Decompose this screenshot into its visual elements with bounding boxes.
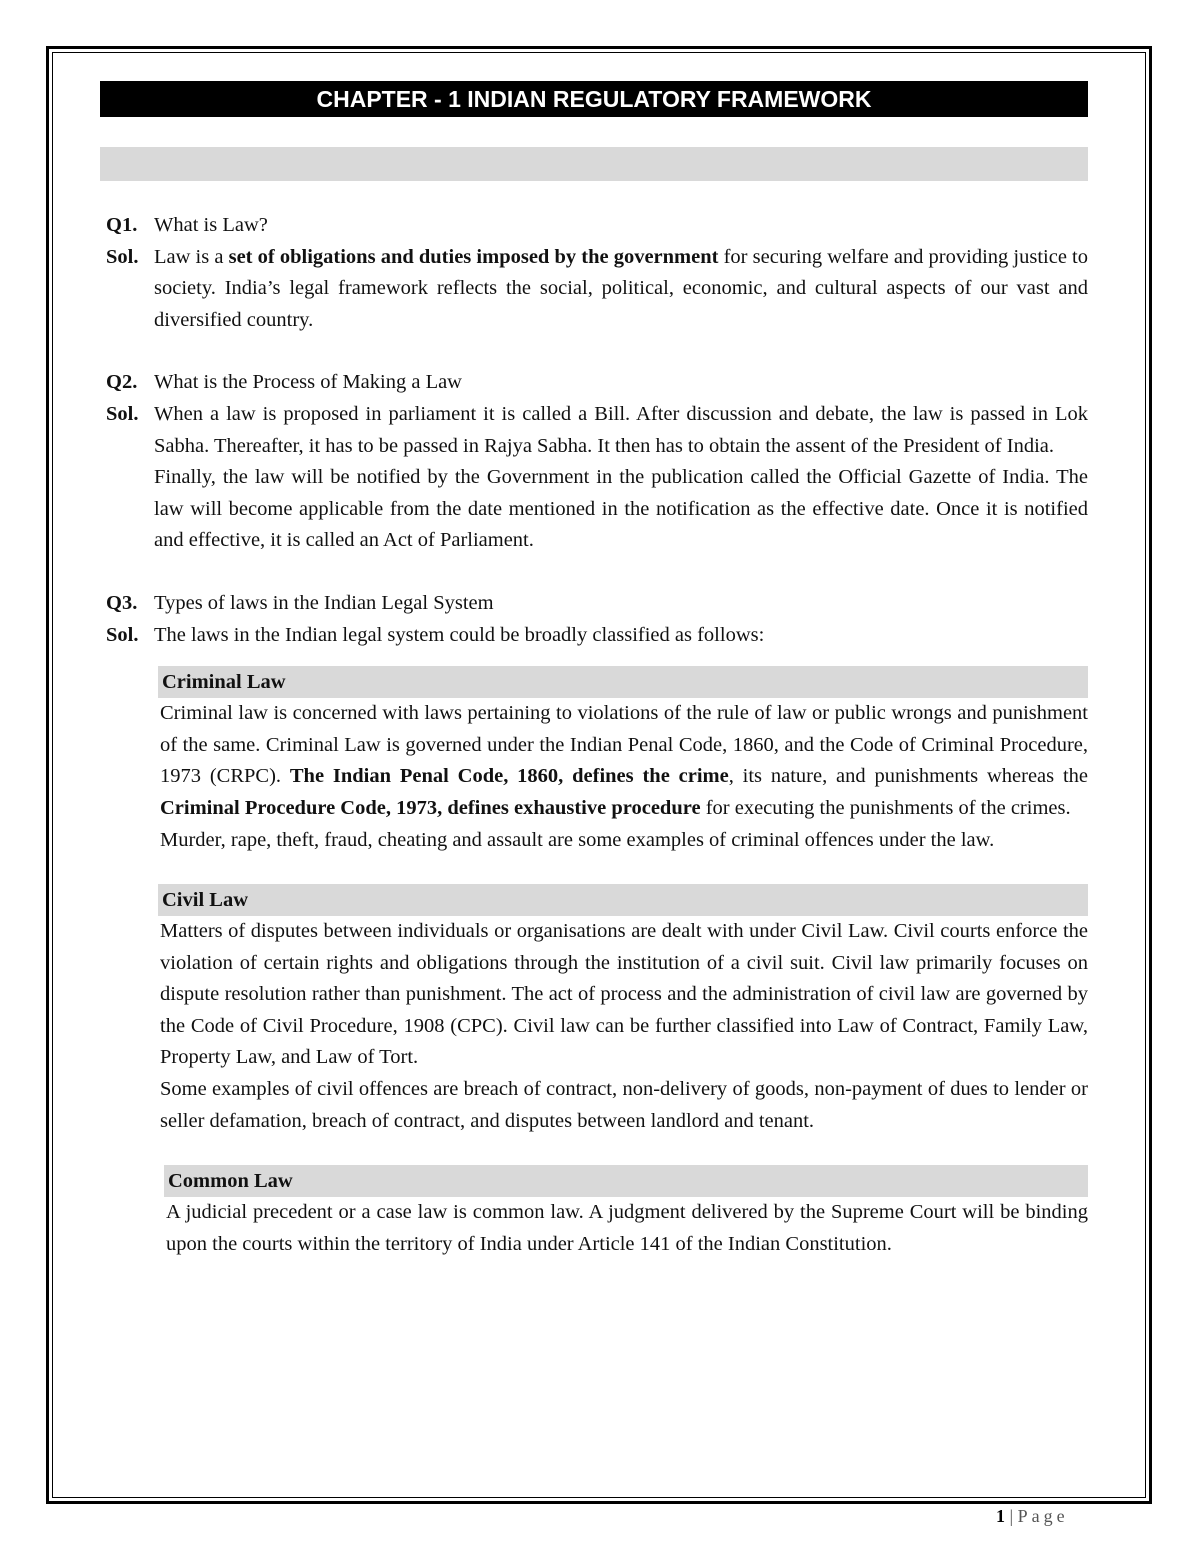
solution-text-part: for securing welfare and providing justice to society. India’s legal framework reflects the social, political, economic, and cultural aspects of our vast and diversified country. (154, 245, 1088, 331)
page-footer (996, 1506, 1069, 1527)
page-number: 1 (996, 1506, 1005, 1526)
solution-paragraph: When a law is proposed in parliament it is called a Bill. After discussion and debate, the law is passed in Lok Sabha. Thereafter, it has to be passed in Rajya Sabha. It then has to obtain the assent of the President of India. (154, 402, 1088, 457)
page-label: Page (1017, 1506, 1069, 1526)
question-label: Q3. (106, 591, 138, 614)
solution-text (154, 399, 1088, 557)
section-paragraph (158, 698, 1088, 824)
solution-label: Sol. (106, 402, 139, 425)
section-heading: Common Law (164, 1165, 1088, 1197)
section-heading: Criminal Law (158, 666, 1088, 698)
section-heading: Civil Law (158, 884, 1088, 916)
solution-text (154, 242, 1088, 337)
solution-label: Sol. (106, 245, 139, 268)
footer-separator: | (1005, 1506, 1018, 1526)
section-common-law (164, 1165, 1088, 1260)
solution-emphasis: set of obligations and duties imposed by the government (228, 245, 719, 268)
question-text: Types of laws in the Indian Legal System (154, 591, 494, 614)
solution-label: Sol. (106, 623, 139, 646)
section-emphasis: The Indian Penal Code, 1860, defines the crime (289, 765, 729, 788)
subtitle-band (100, 147, 1088, 181)
section-criminal-law (158, 666, 1088, 856)
section-paragraph: Matters of disputes between individuals or organisations are dealt with under Civil Law. Civil courts enforce the violation of certain rights and obligations through the institution of a civil suit. Civil law primarily focuses on dispute resolution rather than punishment. The act of process and the administration of civil law are governed by the Code of Civil Procedure, 1908 (CPC). Civil law can be further classified into Law of Contract, Family Law, Property Law, and Law of Tort. (160, 920, 1088, 1069)
section-civil-law (158, 884, 1088, 1137)
question-1 (106, 210, 1088, 336)
section-paragraph: A judicial precedent or a case law is common law. A judgment delivered by the Supreme Court will be binding upon the courts within the territory of India under Article 141 of the Indian Constitution. (166, 1201, 1088, 1255)
section-text-part: for executing the punishments of the crimes. (700, 796, 1071, 819)
solution-text-part: Law is a (154, 245, 229, 268)
solution-paragraph: Finally, the law will be notified by the Government in the publication called the Official Gazette of India. The law will become applicable from the date mentioned in the notification as the effective date. Once it is notified and effective, it is called an Act of Parliament. (154, 466, 1088, 552)
question-text: What is the Process of Making a Law (154, 371, 462, 394)
question-text: What is Law? (154, 214, 268, 236)
solution-text: The laws in the Indian legal system could be broadly classified as follows: (154, 623, 765, 646)
section-paragraph: Some examples of civil offences are breach of contract, non-delivery of goods, non-payment of dues to lender or seller defamation, breach of contract, and disputes between landlord and tenant. (160, 1078, 1088, 1132)
question-label: Q2. (106, 371, 138, 394)
question-2 (106, 367, 1088, 557)
chapter-title: CHAPTER - 1 INDIAN REGULATORY FRAMEWORK (100, 81, 1088, 117)
section-text-part: , its nature, and punishments whereas the (728, 765, 1089, 788)
section-text-part: Criminal law is concerned with laws pertaining to violations of the rule of law or public wrongs and punishment of the same. Criminal Law is governed under the Indian Penal Code, 1860, and the Code of Criminal Procedure, 1973 (CRPC). (160, 702, 1088, 788)
document-body (106, 210, 1088, 1260)
question-label: Q1. (106, 214, 138, 236)
section-emphasis: Criminal Procedure Code, 1973, defines exhaustive procedure (160, 796, 701, 819)
section-paragraph: Murder, rape, theft, fraud, cheating and assault are some examples of criminal offences under the law. (160, 828, 995, 851)
question-3 (106, 588, 1088, 651)
